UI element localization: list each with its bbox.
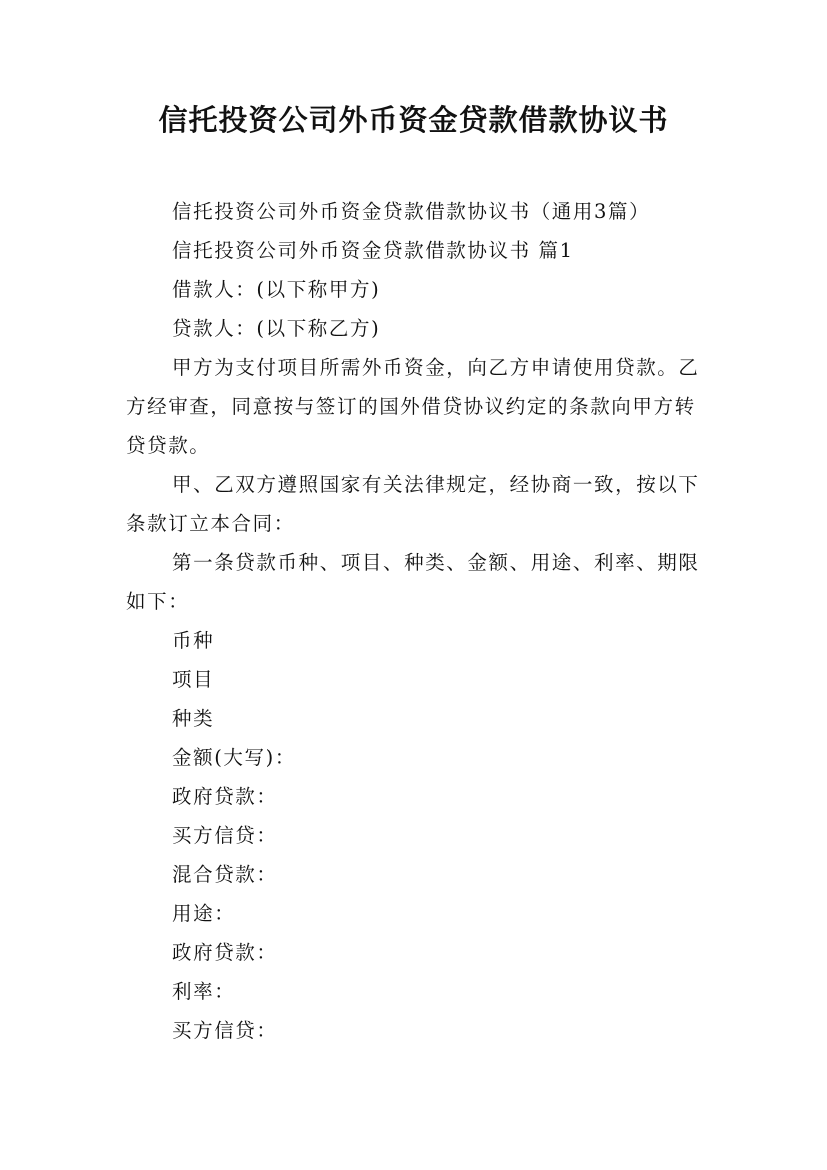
field-buyer-credit-2: 买方信贷： — [172, 1019, 278, 1042]
document-title: 信托投资公司外币资金贷款借款协议书 — [158, 103, 669, 137]
field-interest-rate: 利率： — [172, 980, 236, 1003]
field-purpose: 用途： — [172, 902, 236, 925]
field-government-loan: 政府贷款： — [172, 785, 278, 808]
field-amount: 金额(大写)： — [172, 746, 296, 769]
paragraph-lender: 贷款人：(以下称乙方) — [172, 317, 381, 340]
field-buyer-credit: 买方信贷： — [172, 824, 278, 847]
field-mixed-loan: 混合贷款： — [172, 863, 278, 886]
field-currency: 币种 — [172, 629, 215, 652]
field-government-loan-2: 政府贷款： — [172, 941, 278, 964]
document-body — [126, 192, 716, 1050]
paragraph-subtitle: 信托投资公司外币资金贷款借款协议书（通用3篇） — [172, 200, 651, 223]
paragraph-article-one: 第一条贷款币种、项目、种类、金额、用途、利率、期限如下： — [126, 551, 700, 613]
paragraph-borrower: 借款人：(以下称甲方) — [172, 278, 381, 301]
paragraph-agreement-basis: 甲、乙双方遵照国家有关法律规定，经协商一致，按以下条款订立本合同： — [126, 473, 700, 535]
paragraph-application: 甲方为支付项目所需外币资金，向乙方申请使用贷款。乙方经审查，同意按与签订的国外借贷协议约定的条款向甲方转贷贷款。 — [126, 356, 700, 457]
paragraph-section-heading: 信托投资公司外币资金贷款借款协议书 篇1 — [172, 239, 574, 262]
field-type: 种类 — [172, 707, 215, 730]
field-project: 项目 — [172, 668, 215, 691]
